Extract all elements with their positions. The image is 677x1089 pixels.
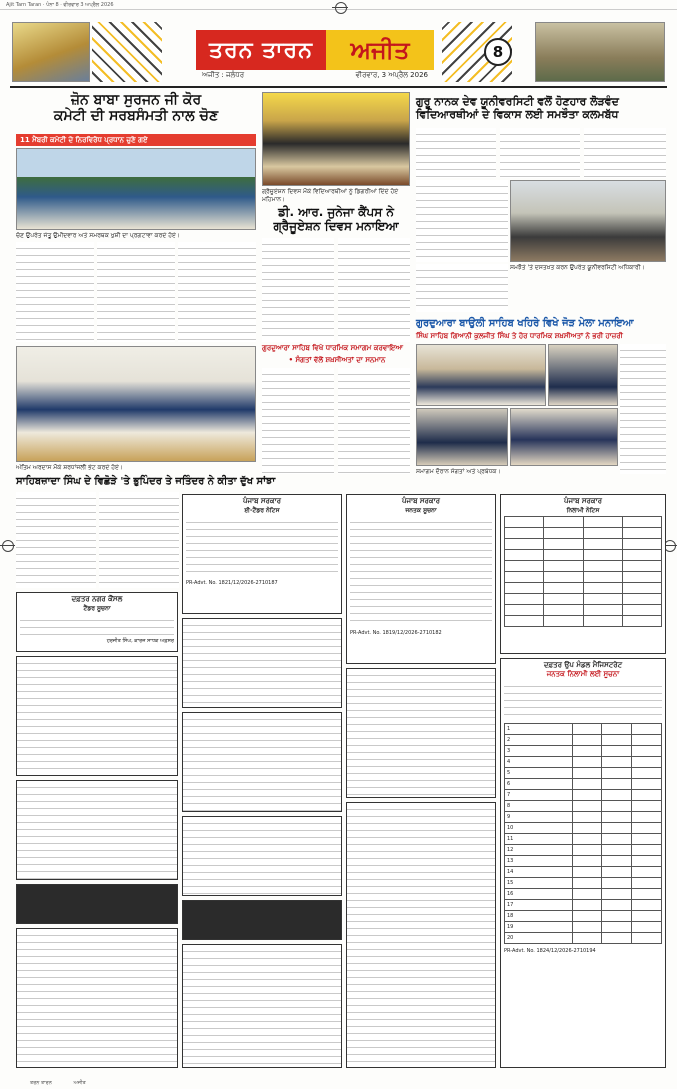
table-row: 17: [505, 900, 573, 911]
ad-notice-block-8: [346, 668, 496, 798]
right-table-intro: [504, 680, 662, 720]
article-5-photo: [16, 346, 256, 462]
article-6-body-col2: [338, 368, 410, 474]
table-row: 11: [505, 834, 573, 845]
table-row: 6: [505, 779, 573, 790]
article-4-headline: ਗੁਰਦੁਆਰਾ ਬਾਉਲੀ ਸਾਹਿਬ ਖਹਿਰੇ ਵਿਖੇ ਜੋੜ ਮੇਲਾ ਮਨਾਇਆ: [416, 318, 634, 329]
article-4-photo-3: [416, 408, 508, 466]
right-table-title: ਜਨਤਕ ਨਿਲਾਮੀ ਲਈ ਸੂਚਨਾ: [546, 670, 620, 678]
ad-public-body: [350, 516, 492, 626]
ad-notice-block-3: [16, 928, 178, 1068]
table-row: 15: [505, 878, 573, 889]
table-row: 9: [505, 812, 573, 823]
right-auction-table: [500, 658, 666, 1068]
masthead-rule: [10, 86, 667, 88]
ad-public-notice: [346, 494, 496, 664]
article-6-body-col1: [262, 368, 334, 474]
ad-tender-title: ਪੰਜਾਬ ਸਰਕਾਰ: [242, 497, 281, 505]
table-row: 16: [505, 889, 573, 900]
article-1-banner: 11 ਮੈਂਬਰੀ ਕਮੇਟੀ ਦੇ ਨਿਰਵਿਰੋਧ ਪ੍ਰਧਾਨ ਚੁਣੇ ਗਏ: [16, 134, 256, 146]
print-header-strip: Ajit Tarn Taran · ਪੰਨਾ 8 · ਵੀਰਵਾਰ 3 ਅਪ੍ਰੈਲ 2026: [0, 0, 677, 10]
ad-auction-title: ਪੰਜਾਬ ਸਰਕਾਰ: [563, 497, 602, 505]
footer-left: ਤਰਨ ਤਾਰਨ: [30, 1080, 52, 1086]
right-table-office: ਦਫ਼ਤਰ ਉਪ ਮੰਡਲ ਮੈਜਿਸਟਰੇਟ: [543, 661, 623, 669]
article-1-photo: [16, 148, 256, 230]
masthead-subline: [196, 71, 434, 83]
article-2-headline-line1: ਡੀ. ਆਰ. ਜੁਨੇਜਾ ਕੈਂਪਸ ਨੇ: [278, 205, 394, 219]
article-4-photo-2: [548, 344, 618, 406]
masthead: [196, 30, 434, 70]
ad-tender-subtitle: ਈ-ਟੈਂਡਰ ਨੋਟਿਸ: [244, 507, 280, 514]
right-table-footer: PR-Advt. No. 1824/12/2026-2710194: [504, 948, 596, 954]
ad-council-title: ਦਫ਼ਤਰ ਨਗਰ ਕੌਂਸਲ: [71, 595, 123, 603]
article-3-body-col3: [584, 128, 666, 178]
article-1-headline: [16, 92, 256, 124]
ad-auction-table: [504, 516, 662, 627]
masthead-photo-right: [535, 22, 665, 82]
ad-auction-notice: [500, 494, 666, 654]
article-3-headline-line1: ਗੁਰੂ ਨਾਨਕ ਦੇਵ ਯੂਨੀਵਰਸਿਟੀ ਵਲੋਂ ਹੋਣਹਾਰ ਲੋੜਵੰਦ: [416, 95, 619, 108]
article-1-body-col3: [178, 242, 256, 342]
table-row: 12: [505, 845, 573, 856]
article-3-headline: [416, 96, 666, 121]
article-4-photo-1: [416, 344, 546, 406]
ad-council-ref: ਹਰਜੀਤ ਸਿੰਘ, ਕਾਰਜ ਸਾਧਕ ਅਫ਼ਸਰ: [106, 638, 174, 644]
table-row: 5: [505, 768, 573, 779]
ad-public-title: ਪੰਜਾਬ ਸਰਕਾਰ: [401, 497, 440, 505]
article-6-headline: ਗੁਰਦੁਆਰਾ ਸਾਹਿਬ ਵਿਖੇ ਧਾਰਮਿਕ ਸਮਾਗਮ ਕਰਵਾਇਆ: [262, 344, 403, 352]
article-2-headline-line2: ਗ੍ਰੈਜੂਏਸ਼ਨ ਦਿਵਸ ਮਨਾਇਆ: [273, 218, 399, 233]
table-row: 13: [505, 856, 573, 867]
article-1-body-col2: [97, 242, 175, 342]
table-row: 3: [505, 746, 573, 757]
ad-council-body: [20, 614, 174, 636]
ad-council-notice: [16, 592, 178, 652]
ad-banner-dark-1: [16, 884, 178, 924]
article-5-body-col2: [99, 492, 179, 588]
article-1-body-col1: [16, 242, 94, 342]
article-3-body-col1: [416, 128, 496, 178]
table-row: 4: [505, 757, 573, 768]
article-3-body-col2: [500, 128, 580, 178]
masthead-brand: ਅਜੀਤ: [326, 30, 434, 70]
article-5-headline: ਸਾਹਿਬਜ਼ਾਦਾ ਸਿੰਘ ਦੇ ਵਿਛੋੜੇ 'ਤੇ ਭੁਪਿੰਦਰ ਤੇ ਜਤਿੰਦਰ ਨੇ ਕੀਤਾ ਦੁੱਖ ਸਾਂਝਾ: [16, 476, 276, 487]
table-row: 20: [505, 933, 573, 944]
table-row: 2: [505, 735, 573, 746]
article-3-caption: ਸਮਝੌਤੇ 'ਤੇ ਦਸਤਖ਼ਤ ਕਰਨ ਉਪਰੰਤ ਯੂਨੀਵਰਸਿਟੀ ਅਧਿਕਾਰੀ।: [510, 264, 645, 271]
article-4-subhead: ਸਿੰਘ ਸਾਹਿਬ ਗਿਆਨੀ ਕੁਲਜੀਤ ਸਿੰਘ ਤੇ ਹੋਰ ਧਾਰਮਿਕ ਸ਼ਖ਼ਸੀਅਤਾਂ ਨੇ ਭਰੀ ਹਾਜ਼ਰੀ: [416, 332, 623, 340]
ad-notice-block-2: [16, 780, 178, 880]
ad-public-subtitle: ਜਨਤਕ ਸੂਚਨਾ: [405, 507, 437, 514]
ad-council-subtitle: ਟੈਂਡਰ ਸੂਚਨਾ: [83, 605, 111, 612]
masthead-photo-left: [12, 22, 90, 82]
right-table-grid: [504, 723, 662, 944]
masthead-edition: ਅਜੀਤ : ਜਲੰਧਰ: [202, 71, 245, 79]
table-row: 18: [505, 911, 573, 922]
article-2-photo: [262, 92, 410, 186]
article-1-headline-line1: ਜ਼ੋਨ ਬਾਬਾ ਸੁਰਜਨ ਜੀ ਕੋਰ: [70, 92, 202, 108]
article-3-photo: [510, 180, 666, 262]
table-row: 14: [505, 867, 573, 878]
masthead-pattern-left: [92, 22, 162, 82]
page-number: 8: [484, 38, 512, 66]
crop-mark-left: [2, 540, 14, 552]
article-4-caption: ਸਮਾਗਮ ਦੌਰਾਨ ਸੰਗਤਾਂ ਅਤੇ ਪ੍ਰਬੰਧਕ।: [416, 468, 501, 475]
bottom-strip: [0, 1078, 677, 1089]
article-2-caption: ਗ੍ਰੈਜੂਏਸ਼ਨ ਦਿਵਸ ਮੌਕੇ ਵਿਦਿਆਰਥੀਆਂ ਨੂੰ ਡਿਗਰੀਆਂ ਦਿੰਦੇ ਹੋਏ ਮਹਿਮਾਨ।: [262, 188, 399, 203]
table-row: 8: [505, 801, 573, 812]
ad-notice-block-5: [182, 712, 342, 812]
ad-tender-notice: [182, 494, 342, 614]
table-row: 19: [505, 922, 573, 933]
masthead-city: ਤਰਨ ਤਾਰਨ: [196, 30, 326, 70]
ad-auction-subtitle: ਨਿਲਾਮੀ ਨੋਟਿਸ: [566, 507, 600, 514]
table-row: 7: [505, 790, 573, 801]
table-row: 1: [505, 724, 573, 735]
article-2-body-col2: [338, 238, 410, 342]
crop-mark-top: [335, 2, 347, 14]
ad-public-ref: PR-Advt. No. 1819/12/2026-2710182: [350, 630, 442, 636]
masthead-date: ਵੀਰਵਾਰ, 3 ਅਪ੍ਰੈਲ 2026: [355, 71, 428, 79]
article-1-headline-line2: ਕਮੇਟੀ ਦੀ ਸਰਬਸੰਮਤੀ ਨਾਲ ਚੋਣ: [53, 108, 219, 125]
ad-notice-block-4: [182, 618, 342, 708]
ad-banner-dark-2: [182, 900, 342, 940]
ad-notice-block-1: [16, 656, 178, 776]
article-2-headline: [262, 206, 410, 234]
article-2-body-col1: [262, 238, 334, 342]
article-6-subhead: • ਸੰਗਤਾਂ ਵੱਲੋਂ ਸ਼ਖ਼ਸੀਅਤਾਂ ਦਾ ਸਨਮਾਨ: [288, 356, 386, 364]
ad-tender-ref: PR-Advt. No. 1821/12/2026-2710187: [186, 580, 278, 586]
ad-notice-block-6: [182, 816, 342, 896]
table-row: 10: [505, 823, 573, 834]
article-4-photo-4: [510, 408, 618, 466]
article-3-body-col5: [416, 264, 508, 312]
ad-notice-block-9: [346, 802, 496, 1068]
article-5-caption: ਅੰਤਿਮ ਅਰਦਾਸ ਮੌਕੇ ਸ਼ਰਧਾਂਜਲੀ ਭੇਟ ਕਰਦੇ ਹੋਏ।: [16, 464, 123, 471]
article-3-body-col4: [416, 180, 508, 262]
ad-notice-block-7: [182, 944, 342, 1068]
ad-tender-body: [186, 516, 338, 576]
footer-right: ਅਜੀਤ: [73, 1080, 86, 1086]
article-4-body-col-right: [620, 344, 666, 474]
article-5-body-col1: [16, 492, 96, 588]
article-3-headline-line2: ਵਿਦਿਆਰਥੀਆਂ ਦੇ ਵਿਕਾਸ ਲਈ ਸਮਝੌਤਾ ਕਲਮਬੱਧ: [416, 107, 619, 121]
article-1-caption: ਚੋਣ ਉਪਰੰਤ ਜੇਤੂ ਉਮੀਦਵਾਰ ਅਤੇ ਸਮਰਥਕ ਖੁਸ਼ੀ ਦਾ ਪ੍ਰਗਟਾਵਾ ਕਰਦੇ ਹੋਏ।: [16, 232, 180, 239]
